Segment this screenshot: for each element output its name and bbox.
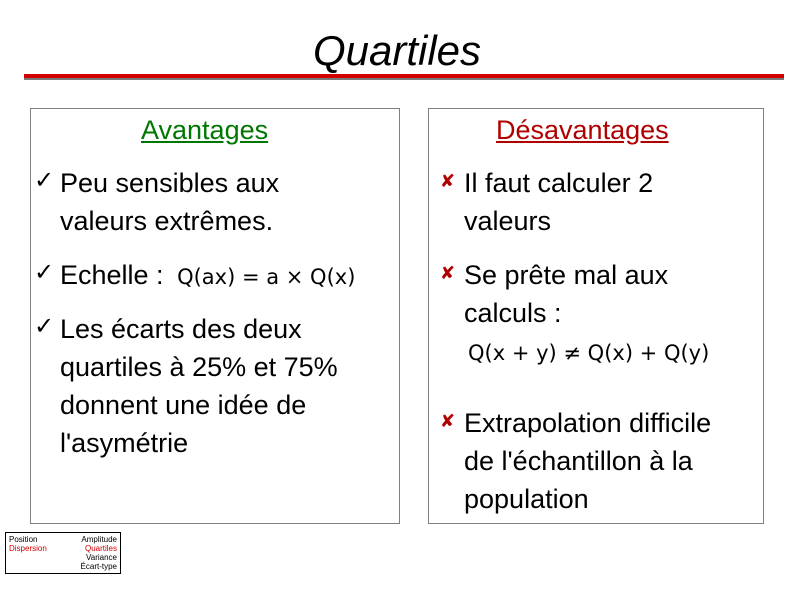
legend-variance[interactable]: Variance bbox=[86, 553, 117, 562]
checkmark-icon: ✓ bbox=[34, 259, 55, 286]
disadvantage-item: ✘ Extrapolation difficile de l'échantillon à la population bbox=[440, 404, 711, 518]
advantages-heading: Avantages bbox=[141, 115, 269, 145]
legend-quartiles[interactable]: Quartiles bbox=[84, 544, 117, 553]
disadvantages-heading: Désavantages bbox=[496, 115, 669, 145]
cross-icon: ✘ bbox=[440, 411, 456, 431]
legend-dispersion[interactable]: Dispersion bbox=[9, 544, 47, 553]
legend-amplitude[interactable]: Amplitude bbox=[81, 535, 117, 544]
advantage-item: ✓ Les écarts des deux quartiles à 25% et 75% donnent une idée de l'asymétrie bbox=[34, 310, 338, 462]
legend-ecart-type[interactable]: Écart-type bbox=[80, 562, 117, 571]
disadvantage-item: ✘ Se prête mal aux calculs : Q(x + y) ≠ Q(x) + Q(y) bbox=[440, 256, 709, 372]
advantage-item: ✓ Peu sensibles aux valeurs extrêmes. bbox=[34, 164, 279, 240]
navigation-legend bbox=[5, 532, 121, 574]
scale-formula: Q(ax) = a × Q(x) bbox=[177, 265, 356, 289]
disadvantage-item: ✘ Il faut calculer 2 valeurs bbox=[440, 164, 653, 240]
checkmark-icon: ✓ bbox=[34, 313, 55, 340]
cross-icon: ✘ bbox=[440, 263, 456, 283]
slide-title: Quartiles bbox=[312, 27, 482, 74]
checkmark-icon: ✓ bbox=[34, 167, 55, 194]
cross-icon: ✘ bbox=[440, 171, 456, 191]
additivity-formula: Q(x + y) ≠ Q(x) + Q(y) bbox=[468, 341, 710, 365]
legend-position[interactable]: Position bbox=[9, 535, 38, 544]
title-underline bbox=[24, 74, 784, 80]
advantage-item: ✓ Echelle : Q(ax) = a × Q(x) bbox=[34, 256, 355, 296]
